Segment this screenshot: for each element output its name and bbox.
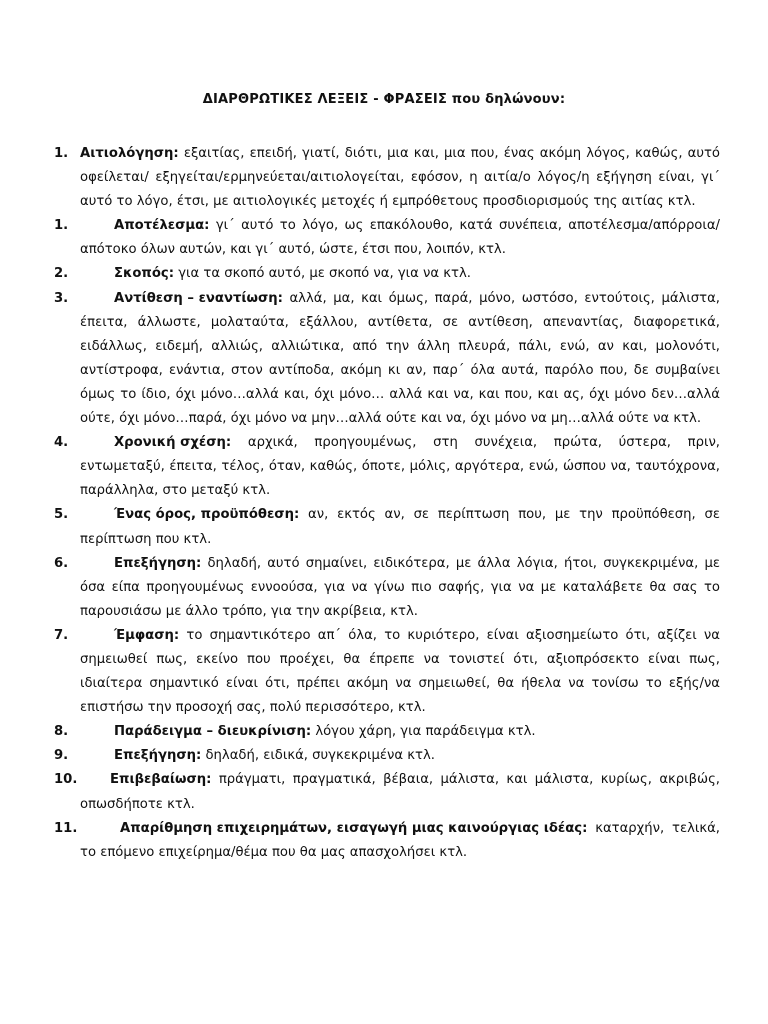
item-text: το σημαντικότερο απ΄ όλα, το κυριότερο, είναι αξιοσημείωτο ότι, αξίζει να σημειωθεί πως, εκείνο που προέχει, θα έπρεπε να τονιστεί ότι, αξιοπρόσεκτο είναι πως, ιδιαίτερα σημαντικό είναι ότι, πρέπει ακόμη να σημειωθεί, θα ήθελα να τονίσω το εξής/να επιστήσω την προσοχή σας, πολύ περισσότερο, κτλ. (80, 627, 720, 716)
list-item-aitiologisi (54, 142, 720, 214)
item-number: 4. (54, 435, 69, 451)
item-text: δηλαδή, αυτό σημαίνει, ειδικότερα, με άλλα λόγια, ήτοι, συγκεκριμένα, με όσα είπα προηγουμένως εννοούσα, για να γίνω πιο σαφής, για να με καταλάβετε θα σας το παρουσιάσω με άλλο τρόπο, για την ακρίβεια, κτλ. (80, 555, 720, 619)
item-heading: Απαρίθμηση επιχειρημάτων, εισαγωγή μιας καινούργιας ιδέας: (120, 820, 588, 836)
list-item-xroniki-sxesi (54, 431, 720, 503)
list-item-skopos (54, 262, 720, 286)
item-heading: Χρονική σχέση: (114, 435, 232, 451)
item-heading: Έμφαση: (114, 627, 180, 643)
list-item-epivevaiosi (54, 768, 720, 816)
item-text: καταρχήν, τελικά, το επόμενο επιχείρημα/θέμα που θα μας απασχολήσει κτλ. (80, 820, 720, 860)
item-heading: Ένας όρος, προϋπόθεση: (114, 507, 300, 523)
list-item-epexigisi-2 (54, 744, 720, 768)
transition-words-list (54, 142, 720, 865)
item-heading: Αντίθεση – εναντίωση: (114, 290, 283, 306)
item-heading: Επιβεβαίωση: (110, 772, 212, 788)
item-number: 9. (54, 748, 69, 764)
document-title: ΔΙΑΡΘΡΩΤΙΚΕΣ ΛΕΞΕΙΣ - ΦΡΑΣΕΙΣ που δηλώνουν: (202, 92, 566, 107)
item-number: 2. (54, 266, 69, 282)
item-text: γι΄ αυτό το λόγο, ως επακόλουθο, κατά συνέπεια, αποτέλεσμα/απόρροια/απότοκο όλων αυτών, και γι΄ αυτό, ώστε, έτσι που, λοιπόν, κτλ. (80, 218, 720, 258)
item-number: 8. (54, 724, 69, 740)
item-heading: Σκοπός: (114, 266, 175, 282)
item-text: λόγου χάρη, για παράδειγμα κτλ. (315, 724, 536, 740)
item-heading: Αιτιολόγηση: (80, 146, 179, 161)
item-number: 7. (54, 627, 69, 643)
item-number: 6. (54, 555, 69, 571)
list-item-epexigisi (54, 552, 720, 624)
item-number: 11. (54, 820, 78, 836)
list-item-antithesi (54, 287, 720, 432)
item-text: δηλαδή, ειδικά, συγκεκριμένα κτλ. (205, 748, 435, 764)
item-heading: Επεξήγηση: (114, 555, 202, 571)
item-number: 1. (54, 218, 69, 234)
item-text: αν, εκτός αν, σε περίπτωση που, με την προϋπόθεση, σε περίπτωση που κτλ. (80, 507, 720, 547)
list-item-emfasi (54, 624, 720, 720)
item-text: εξαιτίας, επειδή, γιατί, διότι, μια και, μια που, ένας ακόμη λόγος, καθώς, αυτό οφείλεται/ εξηγείται/ερμηνεύεται/αιτιολογείται, εφόσον, η αιτία/ο λόγος/η εξήγηση είναι, γι΄ αυτό το λόγο, έτσι, με αιτιολογικές μετοχές ή εμπρόθετους προσδιορισμούς της αιτίας κτλ. (80, 146, 720, 210)
item-number: 5. (54, 507, 69, 523)
item-text: αλλά, μα, και όμως, παρά, μόνο, ωστόσο, εντούτοις, μάλιστα, έπειτα, άλλωστε, μολαταύτα, εξάλλου, αντίθετα, σε αντίθεση, απεναντίας, διαφορετικά, ειδάλλως, ειδεμή, αλλιώς, αλλιώτικα, από την άλλη πλευρά, πάλι, ενώ, αν και, μολονότι, αντίστροφα, ενάντια, στον αντίποδα, ακόμη κι αν, παρ΄ όλα αυτά, παρόλο που, δε συμβαίνει όμως το ίδιο, όχι μόνο…αλλά και, όχι μόνο… αλλά και να, και που, και ας, όχι μόνο δεν…αλλά ούτε, όχι μόνο…παρά, όχι μόνο να μην…αλλά ούτε και να, όχι μόνο να μη…αλλά ούτε να κτλ. (80, 290, 720, 427)
item-heading: Επεξήγηση: (114, 748, 202, 764)
item-number: 1. (54, 146, 69, 161)
list-item-oros-proypothesi (54, 503, 720, 551)
list-item-apotelesma (54, 214, 720, 262)
list-item-paradeigma (54, 720, 720, 744)
item-heading: Παράδειγμα – διευκρίνιση: (114, 724, 312, 740)
item-text: πράγματι, πραγματικά, βέβαια, μάλιστα, και μάλιστα, κυρίως, ακριβώς, οπωσδήποτε κτλ. (80, 772, 721, 812)
item-text: αρχικά, προηγουμένως, στη συνέχεια, πρώτα, ύστερα, πριν, εντωμεταξύ, έπειτα, τέλος, όταν, καθώς, όποτε, μόλις, αργότερα, ενώ, ώσπου να, ταυτόχρονα, παράλληλα, στο μεταξύ κτλ. (80, 435, 720, 499)
list-item-aparithmisi (54, 817, 720, 865)
item-number: 10. (54, 772, 78, 788)
item-number: 3. (54, 290, 69, 306)
item-text: για τα σκοπό αυτό, με σκοπό να, για να κτλ. (178, 266, 471, 282)
item-heading: Αποτέλεσμα: (114, 218, 210, 234)
